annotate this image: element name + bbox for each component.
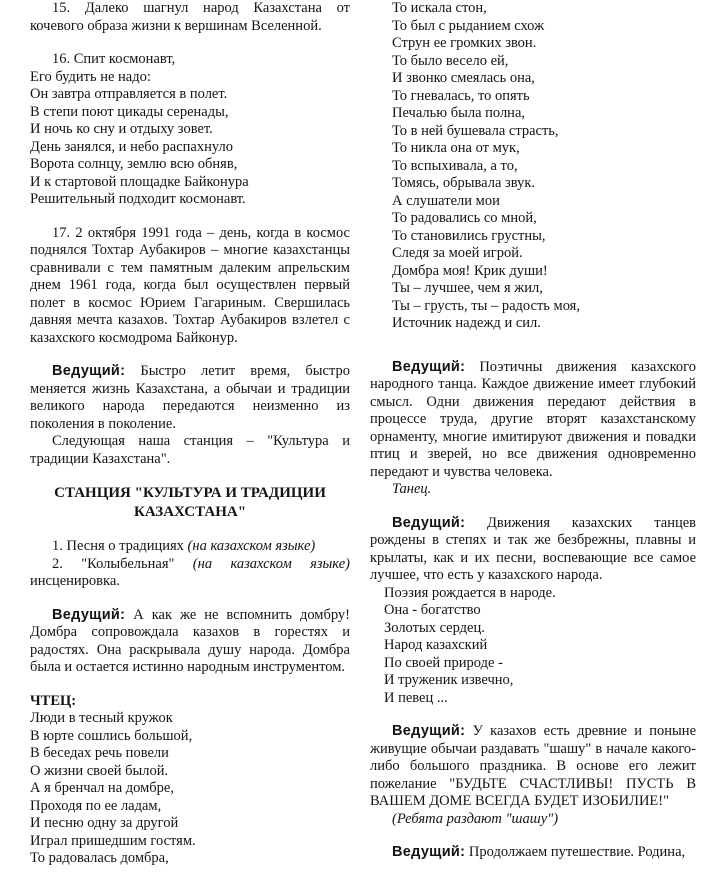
verse-line: Ты – грусть, ты – радость моя,: [392, 297, 580, 314]
verse-line: В степи поют цикады серенады,: [30, 103, 229, 120]
host-paragraph-4: [370, 515, 696, 585]
verse-line: Народ казахский: [384, 637, 488, 653]
verse-line: Томясь, обрывала звук.: [392, 175, 536, 191]
poem-dombra-continued: [370, 0, 696, 333]
verse-line: Люди в тесный кружок: [30, 710, 173, 726]
host-label: Ведущий:: [52, 363, 126, 379]
verse-line: Следя за моей игрой.: [392, 245, 523, 261]
host-label: Ведущий:: [392, 723, 466, 739]
next-station-paragraph: Следующая наша станция – "Культура и традиции Казахстана".: [30, 433, 350, 467]
verse-line: В юрте сошлись большой,: [30, 727, 193, 744]
host-text: Быстро летит время, быстро меняется жизнь Казахстана, а обычаи и традиции великого народа передаются неизменно из поколения в поколение.: [30, 363, 350, 432]
verse-line: То вспыхивала, а то,: [392, 157, 518, 174]
dance-note: Танец.: [392, 481, 432, 497]
item-15-paragraph: 15. Далеко шагнул народ Казахстана от кочевого образа жизни к вершинам Вселенной.: [30, 0, 350, 34]
verse-line: То было весело ей,: [392, 52, 509, 69]
poem-people: [370, 585, 696, 708]
host-label: Ведущий:: [392, 358, 466, 375]
verse-line: И песню одну за другой: [30, 815, 179, 831]
verse-line: То в ней бушевала страсть,: [392, 122, 559, 139]
verse-line: То радовались со мной,: [392, 210, 537, 226]
verse-line: То гневалась, то опять: [392, 87, 530, 104]
verse-line: Проходя по ее ладам,: [30, 797, 162, 814]
host-paragraph-2: [30, 607, 350, 677]
host-label: Ведущий:: [52, 606, 126, 623]
host-label: Ведущий:: [392, 514, 466, 531]
verse-line: Домбра моя! Крик души!: [392, 262, 548, 279]
verse-line: Печалью была полна,: [392, 105, 525, 121]
verse-line: То искала стон,: [392, 0, 487, 16]
poem-dombra: [30, 710, 350, 868]
host-paragraph-5: [370, 723, 696, 811]
verse-line: Ворота солнцу, землю всю обняв,: [30, 156, 238, 172]
left-column: [30, 0, 350, 868]
verse-line: И звонко смеялась она,: [392, 70, 535, 86]
verse-line: Золотых сердец.: [384, 619, 485, 636]
host-label: Ведущий:: [392, 844, 466, 860]
verse-line: Струн ее громких звон.: [392, 35, 537, 51]
poem-cosmonaut: [30, 69, 350, 209]
item-16-label: 16. Спит космонавт,: [52, 51, 176, 67]
verse-line: И к стартовой площадке Байконура: [30, 173, 249, 190]
verse-line: То был с рыданием схож: [392, 17, 545, 34]
program-item-1: 1. Песня о традициях (на казахском языке): [52, 538, 316, 554]
program-item-2: 2. "Колыбельная" (на казахском языке) инсценировка.: [30, 555, 350, 589]
verse-line: И певец ...: [384, 689, 448, 706]
verse-line: Она - богатство: [384, 602, 481, 618]
verse-line: А я бренчал на домбре,: [30, 780, 174, 796]
verse-line: О жизни своей былой.: [30, 762, 169, 779]
host-text: Продолжаем путешествие. Родина,: [465, 844, 686, 860]
host-text: Поэтичны движения казахского народного танца. Каждое движение имеет глубокий смысл. Одни движения передают действия в процессе труда, другие вторят казахстанскому орнаменту, многие имитируют движения и повадки птиц и зверей, но все движения одновременно передают и чувства человека.: [370, 358, 696, 480]
right-column: [370, 0, 696, 862]
station-heading: СТАНЦИЯ "КУЛЬТУРА И ТРАДИЦИИ КАЗАХСТАНА": [54, 485, 326, 520]
verse-line: Он завтра отправляется в полет.: [30, 86, 228, 102]
host-text: А как же не вспомнить домбру! Домбра сопровождала казахов в горестях и радостях. Она раскрывала душу народа. Домбра была и остается истинно народным инструментом.: [30, 606, 350, 675]
host-paragraph-6: [370, 844, 696, 862]
verse-line: То радовалась домбра,: [30, 850, 169, 866]
item-17-paragraph: 17. 2 октября 1991 года – день, когда в космос поднялся Тохтар Аубакиров – многие казахстанцы сравнивали с тем памятным далеким апрельским днем 1961 года, когда был осуществлен первый полет в космос Юрием Гагариным. Свершилась давняя мечта казахов. Тохтар Аубакиров взлетел с казахского космодрома Байконур.: [30, 224, 350, 346]
verse-line: Играл пришедшим гостям.: [30, 832, 196, 849]
verse-line: И ночь ко сну и отдыху зовет.: [30, 121, 213, 137]
host-paragraph-1: [30, 363, 350, 433]
verse-line: День занялся, и небо распахнуло: [30, 138, 233, 155]
verse-line: Ты – лучшее, чем я жил,: [392, 280, 543, 296]
verse-line: По своей природе -: [384, 654, 503, 671]
verse-line: То никла она от мук,: [392, 140, 520, 156]
verse-line: А слушатели мои: [392, 192, 500, 209]
host-paragraph-3: [370, 359, 696, 482]
verse-line: Поэзия рождается в народе.: [384, 584, 556, 601]
host-text: Движения казахских танцев рождены в степях и так же безбрежны, плавны и крылаты, как и их песни, воспевающие все самое лучшее, что есть у казахского народа.: [370, 514, 696, 583]
host-text: У казахов есть древние и поныне живущие обычаи раздавать "шашу" в начале какого-либо большого праздника. В основе его лежит пожелание "БУДЬТЕ СЧАСТЛИВЫ! ПУСТЬ В ВАШЕМ ДОМЕ ВСЕГДА БУДЕТ ИЗОБИЛИЕ!": [370, 723, 696, 809]
shasha-note: (Ребята раздают "шашу"): [392, 810, 559, 827]
reader-label: ЧТЕЦ:: [30, 692, 77, 709]
verse-line: Источник надежд и сил.: [392, 315, 541, 331]
verse-line: И труженик извечно,: [384, 672, 514, 688]
verse-line: Решительный подходит космонавт.: [30, 191, 246, 207]
verse-line: В беседах речь повели: [30, 745, 169, 761]
verse-line: То становились грустны,: [392, 227, 546, 244]
verse-line: Его будить не надо:: [30, 68, 151, 85]
